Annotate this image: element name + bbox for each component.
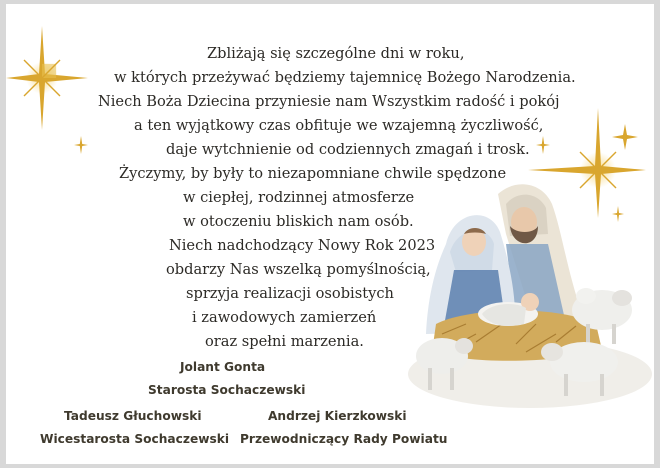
greeting-line: obdarzy Nas wszelką pomyślnością, — [166, 261, 431, 278]
nativity-scene-illustration — [406, 174, 654, 414]
starosta-title: Starosta Sochaczewski — [148, 383, 306, 397]
greeting-line: a ten wyjątkowy czas obfituje we wzajemną życzliwość, — [134, 117, 544, 134]
greeting-card — [6, 4, 654, 464]
greeting-line: i zawodowych zamierzeń — [192, 309, 377, 326]
greeting-line: w otoczeniu bliskich nam osób. — [183, 213, 414, 230]
large-star-icon — [6, 26, 88, 130]
greeting-line: Życzymy, by były to niezapomniane chwile spędzone — [119, 165, 507, 182]
greeting-line: Niech Boża Dziecina przyniesie nam Wszystkim radość i pokój — [98, 93, 560, 110]
greeting-line: w ciepłej, rodzinnej atmosferze — [183, 189, 415, 206]
greeting-line: oraz spełni marzenia. — [205, 333, 364, 350]
przewodniczacy-name: Andrzej Kierzkowski — [268, 409, 407, 423]
wicestarosta-title: Wicestarosta Sochaczewski — [40, 432, 230, 446]
greeting-line: sprzyja realizacji osobistych — [186, 285, 394, 302]
przewodniczacy-title: Przewodniczący Rady Powiatu — [240, 432, 448, 446]
starosta-name: Jolant Gonta — [180, 360, 266, 374]
wicestarosta-name: Tadeusz Głuchowski — [64, 409, 202, 423]
sparkle-icon — [74, 136, 88, 154]
greeting-line: Niech nadchodzący Nowy Rok 2023 — [169, 237, 436, 254]
greeting-line: w których przeżywać będziemy tajemnicę Bożego Narodzenia. — [114, 69, 576, 86]
greeting-line: Zbliżają się szczególne dni w roku, — [207, 45, 465, 62]
greeting-line: daje wytchnienie od codziennych zmagań i trosk. — [166, 141, 530, 158]
